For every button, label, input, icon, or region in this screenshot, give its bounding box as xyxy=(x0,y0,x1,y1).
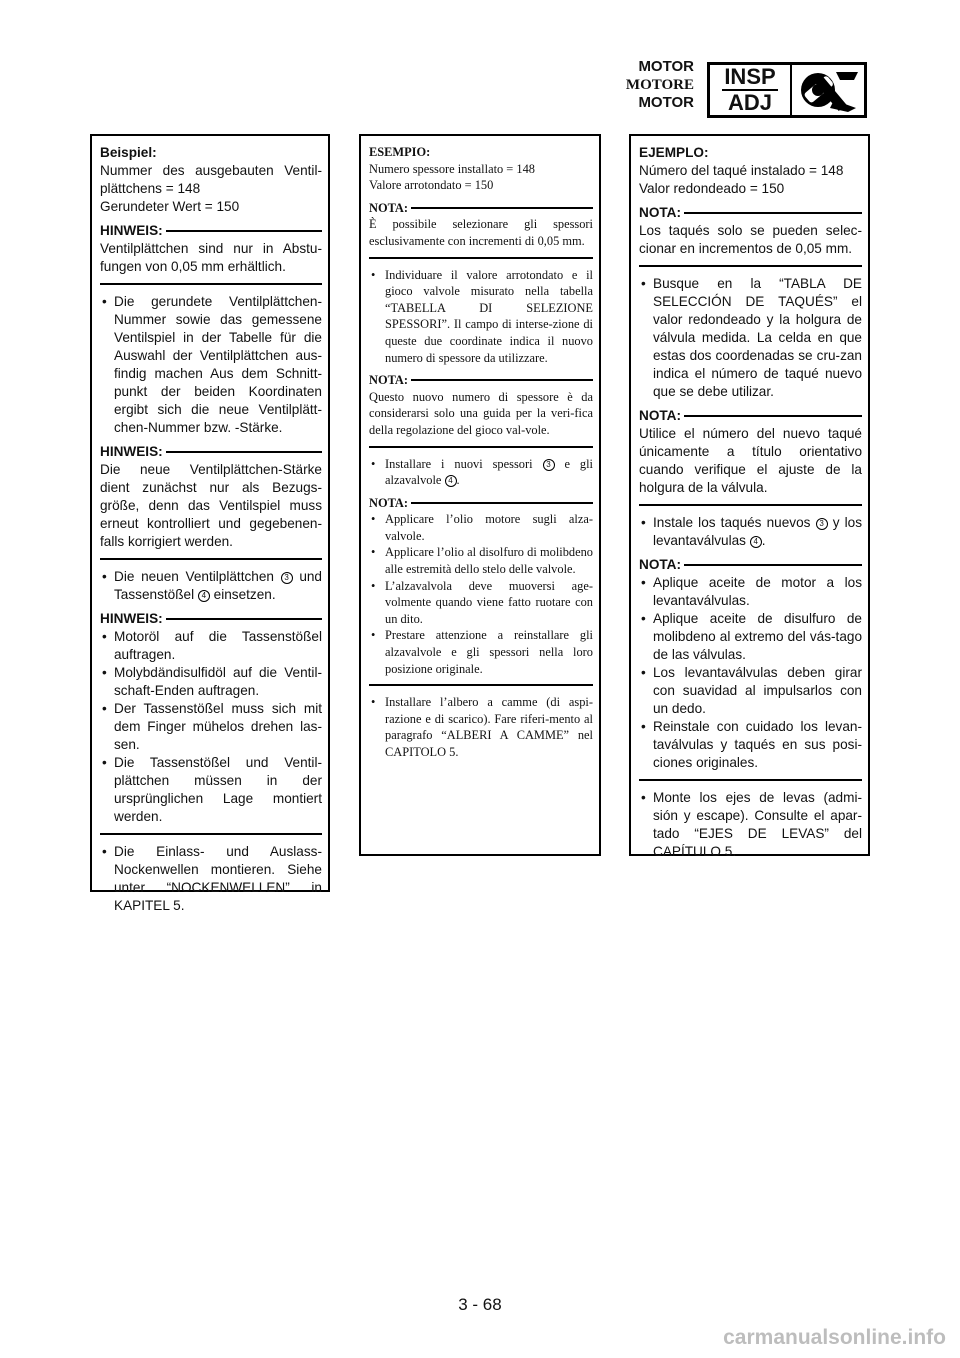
ref-number-3: 3 xyxy=(281,572,293,584)
step-bullet: • Busque en la “TABLA DE SELECCIÓN DE TAQUÉS” el valor redondeado y la holgura de válvula medida. La celda en que estas dos coordenadas se cru-zan indica el número de taqué nuevo que se debe utilizar. xyxy=(639,275,862,401)
section-title-de: MOTOR xyxy=(638,58,694,75)
step-bullet: • Installare l’albero a camme (di aspi-razione e di scarico). Fare riferi-mento al paragrafo “ALBERI A CAMME” nel CAPITOLO 5. xyxy=(369,694,593,760)
note-text: Questo nuovo numero di spessore è da considerarsi solo una guida per la veri-fica della regolazione del gioco val-vole. xyxy=(369,389,593,437)
wrench-icon xyxy=(792,65,864,115)
note-end-rule xyxy=(369,446,593,448)
step-text: . xyxy=(456,473,460,488)
note-bullet: • Die Tassenstößel und Ventil-plättchen müssen in der ursprünglichen Lage montiert werden. xyxy=(100,754,322,826)
note-bullet: • Der Tassenstößel muss sich mit dem Finger mühelos drehen las-sen. xyxy=(100,700,322,754)
note-heading xyxy=(100,222,322,240)
note-end-rule xyxy=(639,265,862,267)
ref-number-3: 3 xyxy=(816,518,828,530)
note-label: NOTA: xyxy=(639,205,682,220)
ref-number-3: 3 xyxy=(543,459,555,471)
ref-number-4: 4 xyxy=(198,590,210,602)
note-end-rule xyxy=(100,558,322,560)
rounded-value: Valor redondeado = 150 xyxy=(639,181,785,196)
note-text: Ventilplättchen sind nur in Abstu-fungen von 0,05 mm erhältlich. xyxy=(100,241,322,274)
step-text: . xyxy=(761,533,766,548)
step-bullet: • Individuare il valore arrotondato e il gioco valvole misurato nella tabella “TABELLA DI SELEZIONE SPESSORI”. Il campo di interse-zione di queste due coordinate indica il nuovo numero di spessore da utilizzare. xyxy=(369,267,593,367)
note-label: NOTA: xyxy=(369,373,409,388)
note-label: HINWEIS: xyxy=(100,444,163,459)
column-german xyxy=(90,134,330,913)
page-number: 3 - 68 xyxy=(458,1295,502,1314)
step-text: Instale los taqués nuevos xyxy=(653,515,811,530)
note-bullet: • Los levantaválvulas deben girar con suavidad al impulsarlos con un dedo. xyxy=(639,664,862,718)
note-bullet: • Reinstale con cuidado los levan-taválvulas y taqués en sus posi-ciones originales. xyxy=(639,718,862,772)
insp-adj-badge xyxy=(707,62,867,118)
ref-number-4: 4 xyxy=(750,536,762,548)
note-bullet: • L’alzavalvola deve muoversi age-volmente quando viene fatto ruotare con un dito. xyxy=(369,578,593,628)
note-label: NOTA: xyxy=(639,408,682,423)
step-text: und Tassenstößel xyxy=(114,569,322,602)
note-heading xyxy=(639,407,862,425)
note-label: NOTA: xyxy=(369,495,409,510)
note-end-rule xyxy=(369,257,593,259)
note-bullet: • Molybdändisulfidöl auf die Ventil-schaft-Enden auftragen. xyxy=(100,664,322,700)
section-titles xyxy=(626,58,694,112)
step-bullet: • Die gerundete Ventilplättchen-Nummer sowie das gemessene Ventilspiel in der Tabelle für die Auswahl der Ventilplättchen aus-findig machen Aus dem Schnitt-punkt der beiden Koordinaten ergibt sich die neue Ventilplätt-chen-Nummer bzw. -Stärke. xyxy=(100,293,322,437)
example-heading: EJEMPLO: xyxy=(639,145,709,160)
note-text: Los taqués solo se pueden selec-cionar en incrementos de 0,05 mm. xyxy=(639,223,862,256)
example-text: Numero spessore installato = 148 xyxy=(369,161,535,176)
section-title-es: MOTOR xyxy=(638,94,694,111)
step-text: y los levantaválvulas xyxy=(653,515,862,548)
example-text: Nummer des ausgebauten Ventil-plättchens = 148 xyxy=(100,163,322,196)
step-bullet: • Monte los ejes de levas (admi-sión y escape). Consulte el apar-tado “EJES DE LEVAS” del CAPÍTULO 5. xyxy=(639,789,862,861)
note-heading xyxy=(369,495,593,512)
note-bullet: • Prestare attenzione a reinstallare gli alzavalvole e gli spessori nella loro posizione originale. xyxy=(369,627,593,677)
example-text: Número del taqué instalado = 148 xyxy=(639,163,844,178)
note-heading xyxy=(369,372,593,389)
watermark: carmanualsonline.info xyxy=(723,1326,946,1349)
badge-line-adj: ADJ xyxy=(727,90,772,115)
note-heading xyxy=(369,200,593,217)
note-end-rule xyxy=(639,504,862,506)
badge-text xyxy=(710,65,792,115)
note-label: NOTA: xyxy=(369,200,409,215)
step-text: Die neuen Ventilplättchen xyxy=(114,569,274,584)
step-text: Installare i nuovi spessori xyxy=(385,456,533,471)
step-bullet xyxy=(369,456,593,489)
note-bullet: • Aplique aceite de motor a los levantaválvulas. xyxy=(639,574,862,610)
step-text: einsetzen. xyxy=(213,587,276,602)
example-heading: ESEMPIO: xyxy=(369,145,431,159)
note-heading xyxy=(639,556,862,574)
step-bullet xyxy=(100,568,322,604)
step-text: e gli alzavalvole xyxy=(385,456,593,488)
step-bullet xyxy=(639,514,862,550)
note-end-rule xyxy=(639,779,862,781)
note-bullet: • Aplique aceite de disulfuro de molibdeno al extremo del vás-tago de las válvulas. xyxy=(639,610,862,664)
note-heading xyxy=(100,610,322,628)
note-heading xyxy=(100,443,322,461)
example-heading: Beispiel: xyxy=(100,145,157,160)
note-text: Die neue Ventilplättchen-Stärke dient zunächst nur als Bezugs-größe, denn das Ventilspiel muss erneut kontrolliert und gegebenen-falls korrigiert werden. xyxy=(100,462,322,549)
rounded-value: Gerundeter Wert = 150 xyxy=(100,199,240,214)
rounded-value: Valore arrotondato = 150 xyxy=(369,178,494,193)
column-spanish xyxy=(629,134,870,859)
note-bullet: • Motoröl auf die Tassenstößel auftragen. xyxy=(100,628,322,664)
note-bullet: • Applicare l’olio motore sugli alza-valvole. xyxy=(369,511,593,544)
badge-line-insp: INSP xyxy=(724,64,776,89)
note-label: NOTA: xyxy=(639,557,682,572)
note-label: HINWEIS: xyxy=(100,223,163,238)
note-end-rule xyxy=(100,283,322,285)
step-bullet: • Die Einlass- und Auslass-Nockenwellen montieren. Siehe unter “NOCKENWELLEN” in KAPITEL 5. xyxy=(100,843,322,915)
note-heading xyxy=(639,204,862,222)
note-bullet: • Applicare l’olio al disolfuro di molibdeno alle estremità dello stelo delle valvole. xyxy=(369,544,593,577)
note-text: È possibile selezionare gli spessori esclusivamente con incrementi di 0,05 mm. xyxy=(369,217,593,248)
section-title-it: MOTORE xyxy=(625,77,694,93)
column-italian xyxy=(359,134,601,856)
note-end-rule xyxy=(100,833,322,835)
note-text: Utilice el número del nuevo taqué únicamente a título orientativo cuando verifique el ajuste de la holgura de la válvula. xyxy=(639,426,862,495)
note-end-rule xyxy=(369,684,593,686)
note-label: HINWEIS: xyxy=(100,611,163,626)
ref-number-4: 4 xyxy=(445,475,457,487)
